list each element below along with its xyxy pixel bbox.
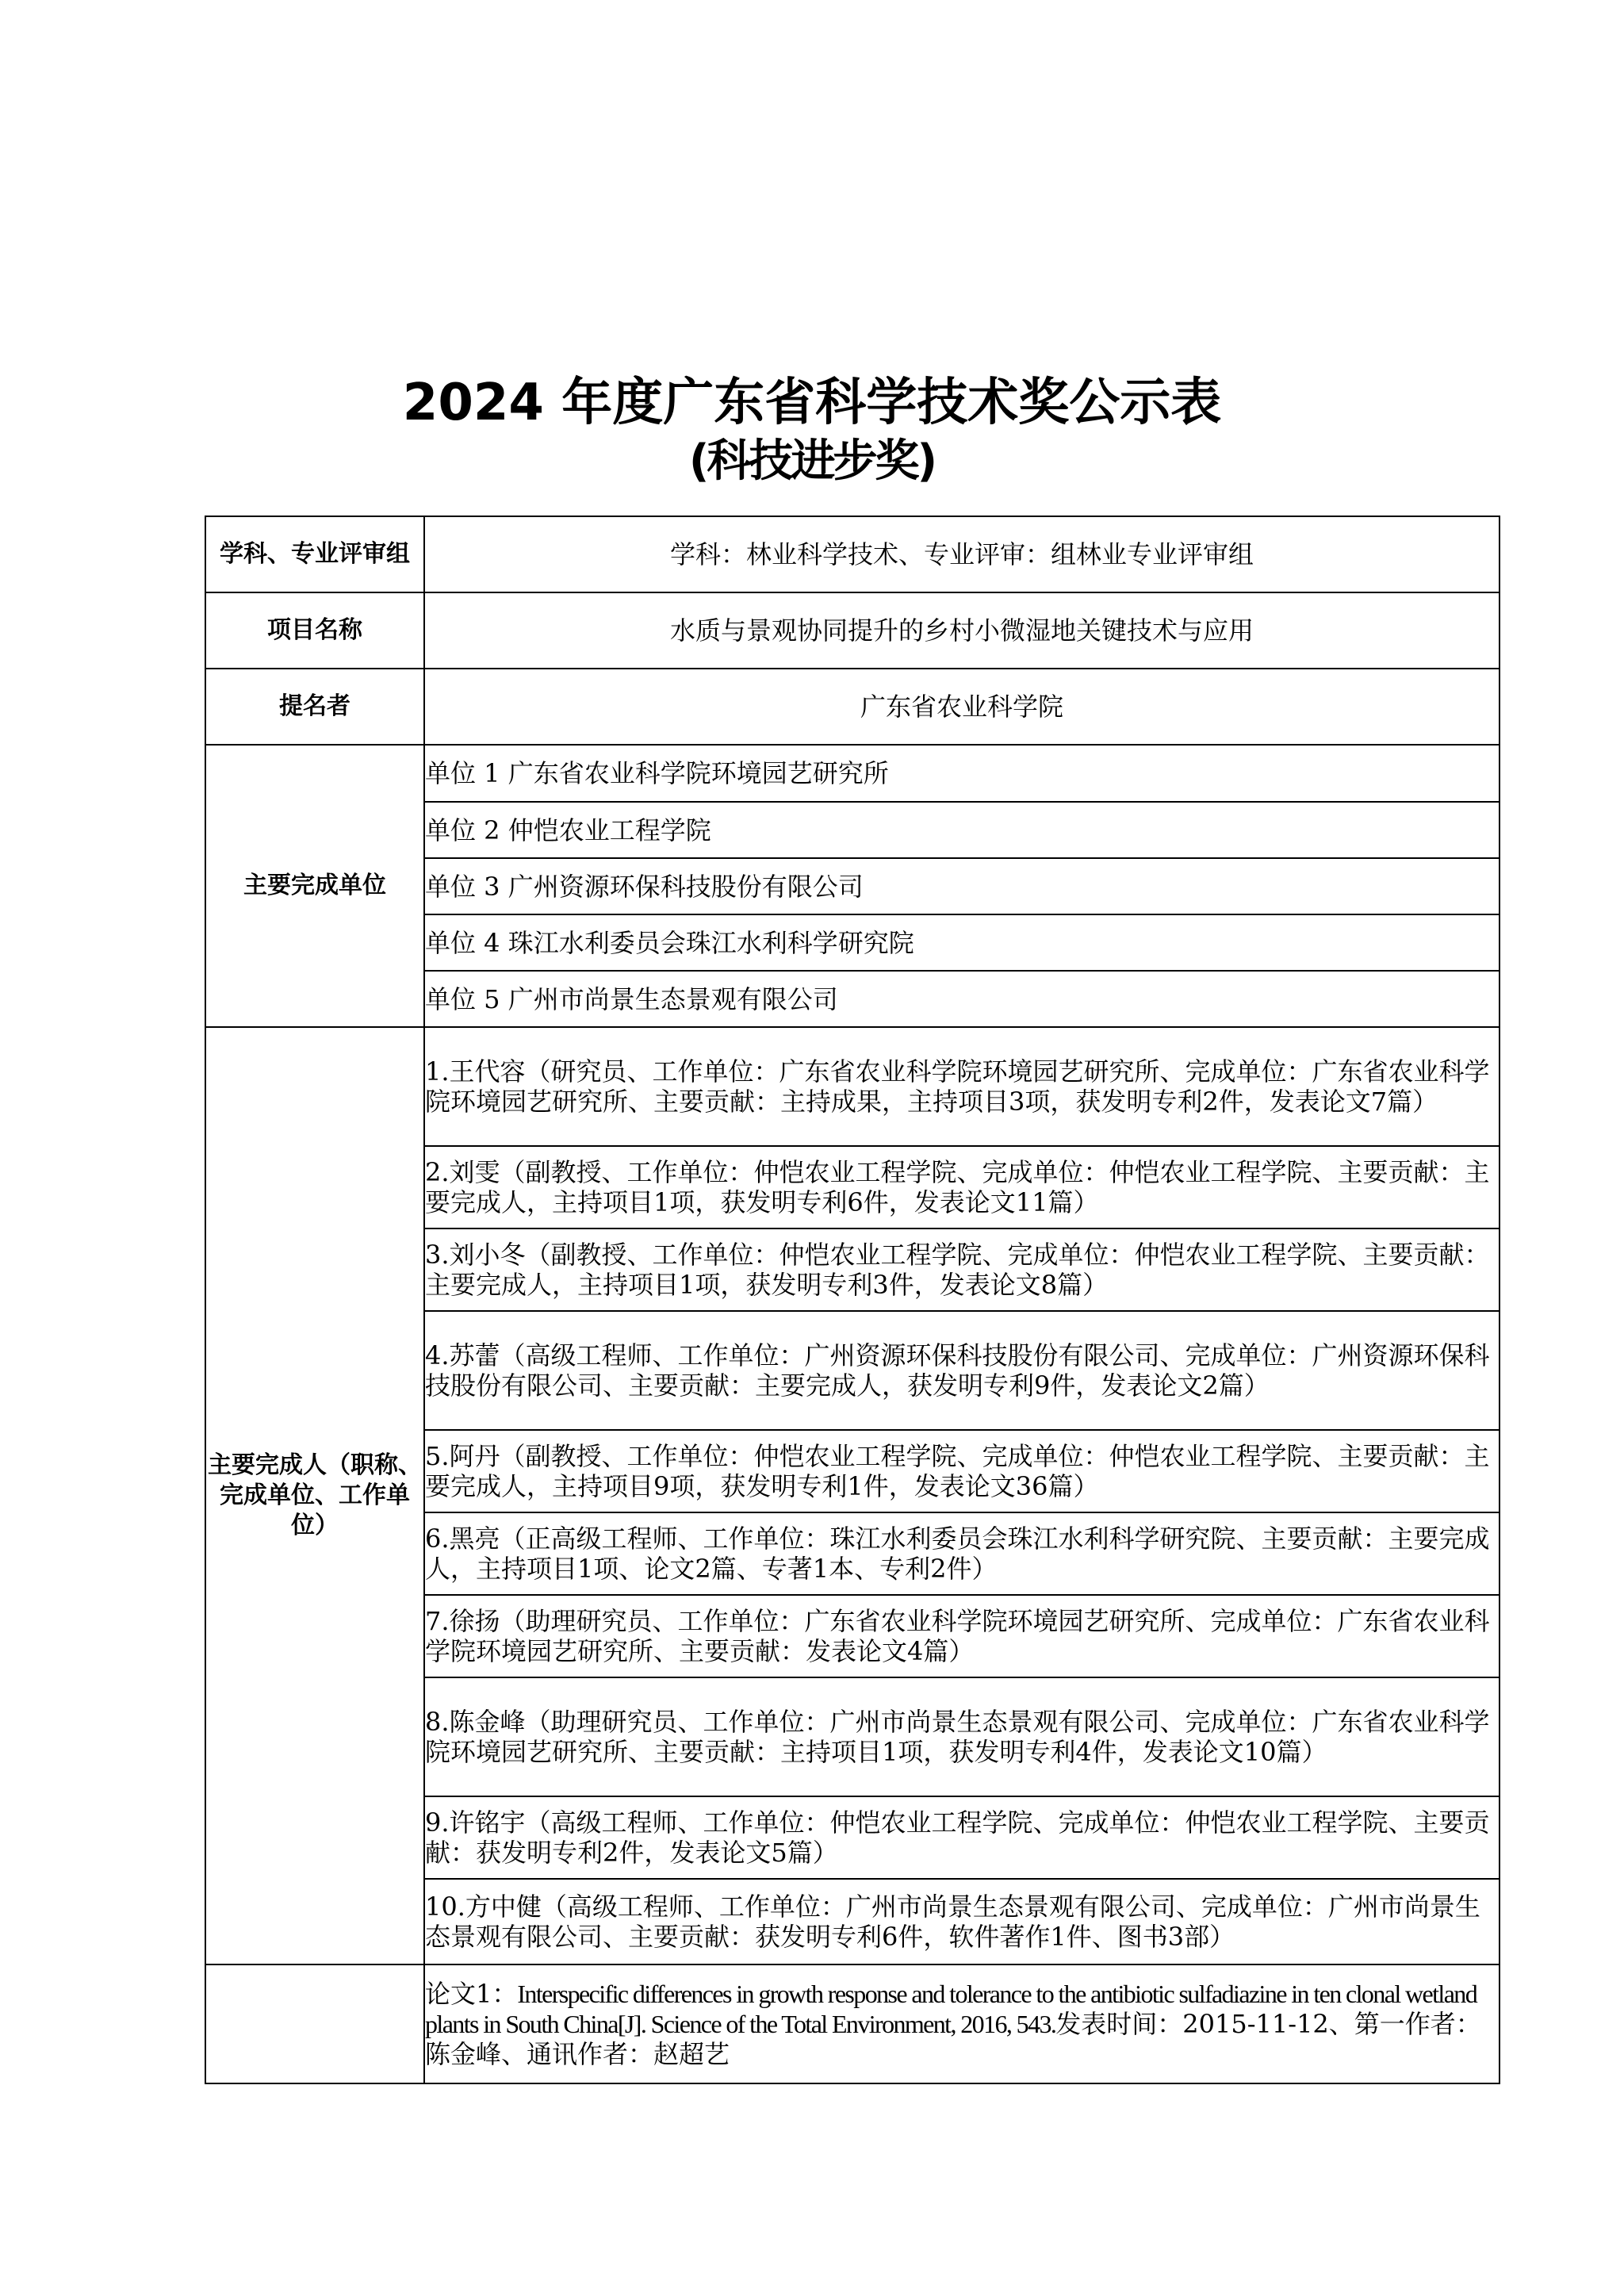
document-subtitle: (科技进步奖) — [688, 435, 936, 487]
person-item: 7.徐扬（助理研究员、工作单位：广东省农业科学院环境园艺研究所、完成单位：广东省农业科学院环境园艺研究所、主要贡献：发表论文4篇） — [424, 1595, 1500, 1677]
person-item: 3.刘小冬（副教授、工作单位：仲恺农业工程学院、完成单位：仲恺农业工程学院、主要贡献：主要完成人，主持项目1项，获发明专利3件，发表论文8篇） — [424, 1228, 1500, 1311]
unit-item: 单位 4 珠江水利委员会珠江水利科学研究院 — [424, 914, 1500, 971]
project-row — [205, 592, 1500, 669]
persons-label: 主要完成人（职称、完成单位、工作单位） — [205, 1027, 424, 1964]
nominator-value: 广东省农业科学院 — [424, 669, 1500, 745]
person-item: 9.许铭宇（高级工程师、工作单位：仲恺农业工程学院、完成单位：仲恺农业工程学院、主要贡献：获发明专利2件，发表论文5篇） — [424, 1796, 1500, 1879]
paper-prefix: 论文1： — [425, 1979, 518, 2009]
nominator-label: 提名者 — [205, 669, 424, 745]
unit-item: 单位 1 广东省农业科学院环境园艺研究所 — [424, 745, 1500, 802]
person-item: 10.方中健（高级工程师、工作单位：广州市尚景生态景观有限公司、完成单位：广州市尚景生态景观有限公司、主要贡献：获发明专利6件，软件著作1件、图书3部） — [424, 1879, 1500, 1964]
person-item: 4.苏蕾（高级工程师、工作单位：广州资源环保科技股份有限公司、完成单位：广州资源环保科技股份有限公司、主要贡献：主要完成人，获发明专利9件，发表论文2篇） — [424, 1311, 1500, 1430]
project-label: 项目名称 — [205, 592, 424, 669]
discipline-row — [205, 516, 1500, 592]
unit-item: 单位 3 广州资源环保科技股份有限公司 — [424, 858, 1500, 914]
award-publicity-table — [205, 516, 1500, 2084]
discipline-value: 学科：林业科学技术、专业评审：组林业专业评审组 — [424, 516, 1500, 592]
discipline-label: 学科、专业评审组 — [205, 516, 424, 592]
person-item: 5.阿丹（副教授、工作单位：仲恺农业工程学院、完成单位：仲恺农业工程学院、主要贡献：主要完成人，主持项目9项，获发明专利1件，发表论文36篇） — [424, 1430, 1500, 1512]
paper-citation: Interspecific differences in growth response and tolerance to the antibiotic sulfadiazine in ten clonal wetland plants in South China[J]. Science of the Total Environment, 2016, 543. — [425, 1980, 1477, 2038]
papers-label — [205, 1964, 424, 2083]
person-row — [205, 1027, 1500, 1146]
person-item: 1.王代容（研究员、工作单位：广东省农业科学院环境园艺研究所、完成单位：广东省农业科学院环境园艺研究所、主要贡献：主持成果，主持项目3项，获发明专利2件，发表论文7篇） — [424, 1027, 1500, 1146]
unit-item: 单位 5 广州市尚景生态景观有限公司 — [424, 971, 1500, 1027]
paper-details: 发表时间：2015-11-12、第一作者：陈金峰、通讯作者：赵超艺 — [425, 2009, 1481, 2069]
project-name: 水质与景观协同提升的乡村小微湿地关键技术与应用 — [424, 592, 1500, 669]
paper-row — [205, 1964, 1500, 2083]
unit-row — [205, 745, 1500, 802]
person-item: 6.黑亮（正高级工程师、工作单位：珠江水利委员会珠江水利科学研究院、主要贡献：主要完成人，主持项目1项、论文2篇、专著1本、专利2件） — [424, 1512, 1500, 1595]
person-item: 8.陈金峰（助理研究员、工作单位：广州市尚景生态景观有限公司、完成单位：广东省农业科学院环境园艺研究所、主要贡献：主持项目1项，获发明专利4件，发表论文10篇） — [424, 1677, 1500, 1796]
nominator-row — [205, 669, 1500, 745]
person-item: 2.刘雯（副教授、工作单位：仲恺农业工程学院、完成单位：仲恺农业工程学院、主要贡献：主要完成人，主持项目1项，获发明专利6件，发表论文11篇） — [424, 1146, 1500, 1228]
units-label: 主要完成单位 — [205, 745, 424, 1027]
paper-item — [424, 1964, 1500, 2083]
document-title: 2024 年度广东省科学技术奖公示表 — [402, 374, 1222, 432]
unit-item: 单位 2 仲恺农业工程学院 — [424, 802, 1500, 858]
